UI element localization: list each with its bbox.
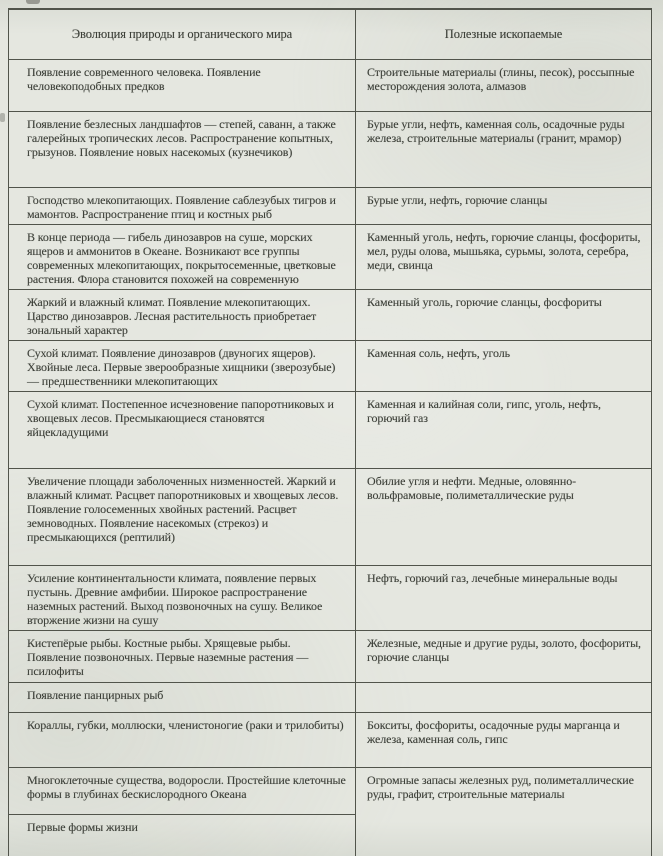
evolution-cell: Усиление континентальности климата, появление первых пустынь. Древние амфибии. Широкое распространение наземных растений. Выход позвоночных на сушу. Великое вторжение жизни на сушу	[9, 565, 356, 630]
evolution-cell: Появление панцирных рыб	[9, 682, 356, 712]
table-row	[9, 340, 652, 391]
table-header-row	[9, 9, 652, 59]
evolution-cell: Появление современного человека. Появление человекоподобных предков	[9, 59, 356, 111]
minerals-cell: Нефть, горючий газ, лечебные минеральные воды	[356, 565, 652, 630]
evolution-cell: Кораллы, губки, моллюски, членистоногие (раки и трилобиты)	[9, 712, 356, 767]
minerals-cell: Бокситы, фосфориты, осадочные руды марганца и железа, каменная соль, гипс	[356, 712, 652, 767]
minerals-cell: Бурые угли, нефть, горючие сланцы	[356, 187, 652, 224]
table-row	[9, 682, 652, 712]
table-row	[9, 630, 652, 682]
evolution-cell: В конце периода — гибель динозавров на суше, морских ящеров и аммонитов в Океане. Возникают все группы современных млекопитающих, покрытосеменные, цветковые растения. Флора становится похожей на современную	[9, 224, 356, 289]
evolution-cell: Появление безлесных ландшафтов — степей, саванн, а также галерейных тропических лесов. Распространение копытных, грызунов. Появление новых насекомых (кузнечиков)	[9, 111, 356, 187]
minerals-cell-empty	[356, 682, 652, 712]
column-header-evolution: Эволюция природы и органического мира	[9, 9, 356, 59]
geological-eras-table	[8, 8, 652, 856]
minerals-cell: Каменный уголь, горючие сланцы, фосфориты	[356, 289, 652, 340]
table-row	[9, 224, 652, 289]
evolution-cell: Жаркий и влажный климат. Появление млекопитающих. Царство динозавров. Лесная растительность приобретает зональный характер	[9, 289, 356, 340]
column-header-minerals: Полезные ископаемые	[356, 9, 652, 59]
minerals-cell: Строительные материалы (глины, песок), россыпные месторождения золота, алмазов	[356, 59, 652, 111]
scan-artifact	[26, 0, 40, 4]
evolution-cell: Увеличение площади заболоченных низменностей. Жаркий и влажный климат. Расцвет папоротниковых и хвощевых лесов. Появление голосеменных хвойных растений. Расцвет земноводных. Появление насекомых (стрекоз) и пресмыкающихся (рептилий)	[9, 468, 356, 565]
table-row	[9, 111, 652, 187]
table-row	[9, 468, 652, 565]
minerals-cell: Бурые угли, нефть, каменная соль, осадочные руды железа, строительные материалы (гранит, мрамор)	[356, 111, 652, 187]
minerals-cell: Обилие угля и нефти. Медные, оловянно-вольфрамовые, полиметаллические руды	[356, 468, 652, 565]
evolution-cell: Первые формы жизни	[9, 814, 356, 856]
table-row	[9, 565, 652, 630]
table-row	[9, 187, 652, 224]
scan-artifact	[0, 113, 5, 122]
minerals-cell-merged: Огромные запасы железных руд, полиметаллические руды, графит, строительные материалы	[356, 767, 652, 856]
evolution-cell: Сухой климат. Появление динозавров (двуногих ящеров). Хвойные леса. Первые зверообразные хищники (зверозубые) — предшественники млекопитающих	[9, 340, 356, 391]
table-row	[9, 289, 652, 340]
table-row	[9, 712, 652, 767]
minerals-cell: Железные, медные и другие руды, золото, фосфориты, горючие сланцы	[356, 630, 652, 682]
minerals-cell: Каменный уголь, нефть, горючие сланцы, фосфориты, мел, руды олова, мышьяка, сурьмы, золота, серебра, меди, свинца	[356, 224, 652, 289]
evolution-cell: Сухой климат. Постепенное исчезновение папоротниковых и хвощевых лесов. Пресмыкающиеся становятся яйцекладущими	[9, 391, 356, 468]
table-row	[9, 391, 652, 468]
evolution-cell: Кистепёрые рыбы. Костные рыбы. Хрящевые рыбы. Появление позвоночных. Первые наземные растения — псилофиты	[9, 630, 356, 682]
minerals-cell: Каменная соль, нефть, уголь	[356, 340, 652, 391]
evolution-cell: Господство млекопитающих. Появление саблезубых тигров и мамонтов. Распространение птиц и костных рыб	[9, 187, 356, 224]
table-row	[9, 59, 652, 111]
evolution-cell: Многоклеточные существа, водоросли. Простейшие клеточные формы в глубинах бескислородного Океана	[9, 767, 356, 814]
minerals-cell: Каменная и калийная соли, гипс, уголь, нефть, горючий газ	[356, 391, 652, 468]
table-row	[9, 767, 652, 814]
